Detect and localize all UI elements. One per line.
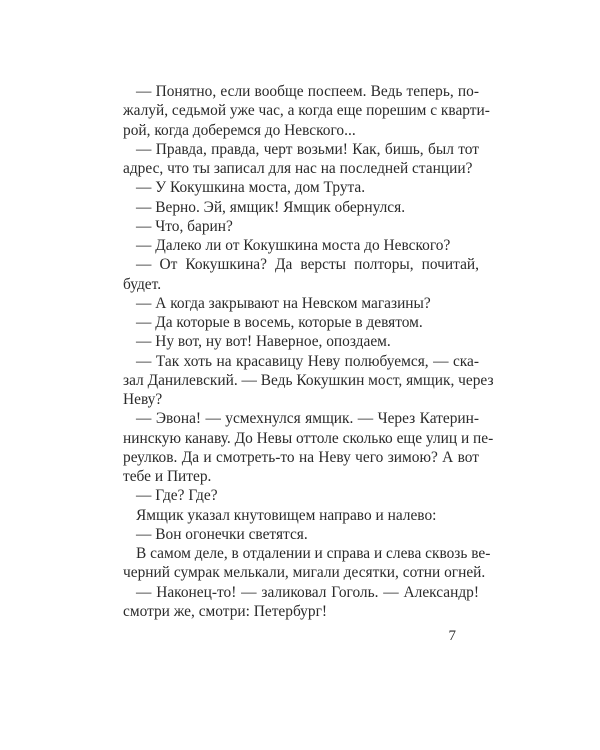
text-line: зал Данилевский. — Ведь Кокушкин мост, ямщик, через <box>123 371 494 389</box>
text-line: — Так хоть на красавицу Неву полюбуемся, — ска- <box>136 352 479 370</box>
text-line: — Далеко ли от Кокушкина моста до Невского? <box>136 237 451 254</box>
text-line: — У Кокушкина моста, дом Трута. <box>136 179 366 197</box>
text-line: — Понятно, если вообще поспеем. Ведь теперь, по- <box>136 83 479 100</box>
text-line: Неву? <box>123 391 163 408</box>
text-line: — Ну вот, ну вот! Наверное, опоздаем. <box>136 333 391 351</box>
text-line: — Вон огонечки светятся. <box>136 525 308 543</box>
text-line: жалуй, седьмой уже час, а когда еще порешим с кварти- <box>123 102 490 120</box>
text-line: адрес, что ты записал для нас на последней станции? <box>123 160 473 177</box>
text-line: — Верно. Эй, ямщик! Ямщик обернулся. <box>136 198 406 216</box>
text-line: смотри же, смотри: Петербург! <box>123 602 328 620</box>
text-line: — Эвона! — усмехнулся ямщик. — Через Катерин- <box>136 410 479 428</box>
body-text <box>123 82 494 621</box>
text-line: — Правда, правда, черт возьми! Как, бишь, был тот <box>136 140 479 158</box>
text-line: — Наконец-то! — заликовал Гоголь. — Александр! <box>136 583 479 601</box>
page-number: 7 <box>448 628 456 644</box>
text-line: Ямщик указал кнутовищем направо и налево: <box>136 506 437 524</box>
text-line: рой, когда доберемся до Невского... <box>123 121 356 139</box>
text-line: тебе и Питер. <box>123 468 212 485</box>
text-line: нинскую канаву. До Невы оттоле сколько еще улиц и пе- <box>123 429 494 447</box>
text-line: будет. <box>123 275 162 293</box>
text-line: — А когда закрывают на Невском магазины? <box>136 294 431 312</box>
text-line: — Да которые в восемь, которые в девятом. <box>136 314 423 331</box>
text-line: В самом деле, в отдалении и справа и слева сквозь ве- <box>136 545 491 562</box>
text-line: — Что, барин? <box>136 217 233 235</box>
text-line: — От Кокушкина? Да версты полторы, почитай, <box>136 256 479 274</box>
text-line: черний сумрак мелькали, мигали десятки, сотни огней. <box>123 564 486 582</box>
text-line: — Где? Где? <box>136 487 218 505</box>
text-line: реулков. Да и смотреть-то на Неву чего зимою? А вот <box>123 448 479 466</box>
